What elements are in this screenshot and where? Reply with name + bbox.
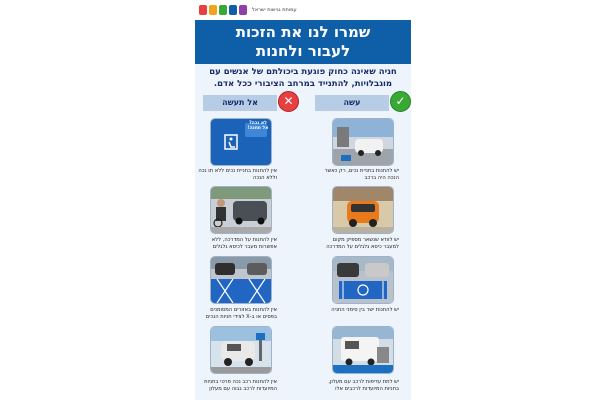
do-caption-3: יש להחנות ישר בין סימני החניה xyxy=(331,307,399,313)
do-photo-3 xyxy=(332,256,394,304)
top-bar xyxy=(195,0,411,20)
cross-icon: ✕ xyxy=(278,91,299,112)
do-caption-2: יש לוודא שנשאר מספיק מקום למעבר כיסא גלגלים על המדרכה xyxy=(326,237,399,250)
title-banner xyxy=(195,20,411,64)
do-caption-1: יש להחנות בחניית נכים, רק כאשר הנכה היה ברכב xyxy=(324,168,399,181)
organization-logo xyxy=(199,3,297,17)
dont-column-header: אל תעשה xyxy=(203,95,277,111)
subtitle: חניה שאינה כחוק פוגעת ביכולתם של אנשים עם מוגבלויות, להתנייד במרחב הציבורי ככל אדם. xyxy=(209,67,397,89)
title-line-1: שמרו לנו את הזכות xyxy=(235,23,371,41)
do-photo-1 xyxy=(332,118,394,166)
do-caption-4: יש לתת עדיפות לרכב עם מעלון, בחניות המיועדות לרכבים אלו xyxy=(328,379,399,392)
dont-sign-text: לא נכה? אל תחנה! xyxy=(247,121,269,131)
title-line-2: לעבור ולחנות xyxy=(255,42,351,60)
dont-photo-2 xyxy=(210,186,272,234)
dont-photo-3 xyxy=(210,256,272,304)
poster xyxy=(195,0,411,400)
dont-caption-2: אין להחנות על המדרכה, ללא אפשרות מעבר לכיסא גלגלים xyxy=(211,237,277,250)
check-icon: ✓ xyxy=(390,91,411,112)
dont-caption-1: אין להחנות בחניית נכים ללא תו נכה וללא הנכה xyxy=(198,168,277,181)
do-photo-2 xyxy=(332,186,394,234)
logo-text: עמותת נגישות ישראל xyxy=(252,7,297,13)
dont-photo-4 xyxy=(210,326,272,374)
do-photo-4 xyxy=(332,326,394,374)
do-column-header: עשה xyxy=(315,95,389,111)
dont-caption-3: אין להחנות באזורים המסומנים בפסים או ב-X לצידי חניות הנכים xyxy=(205,307,277,320)
dont-caption-4: אין להחנות רכב נכה פרטי בחניות המיועדות לרכב גבוה עם מעלון xyxy=(204,379,277,392)
